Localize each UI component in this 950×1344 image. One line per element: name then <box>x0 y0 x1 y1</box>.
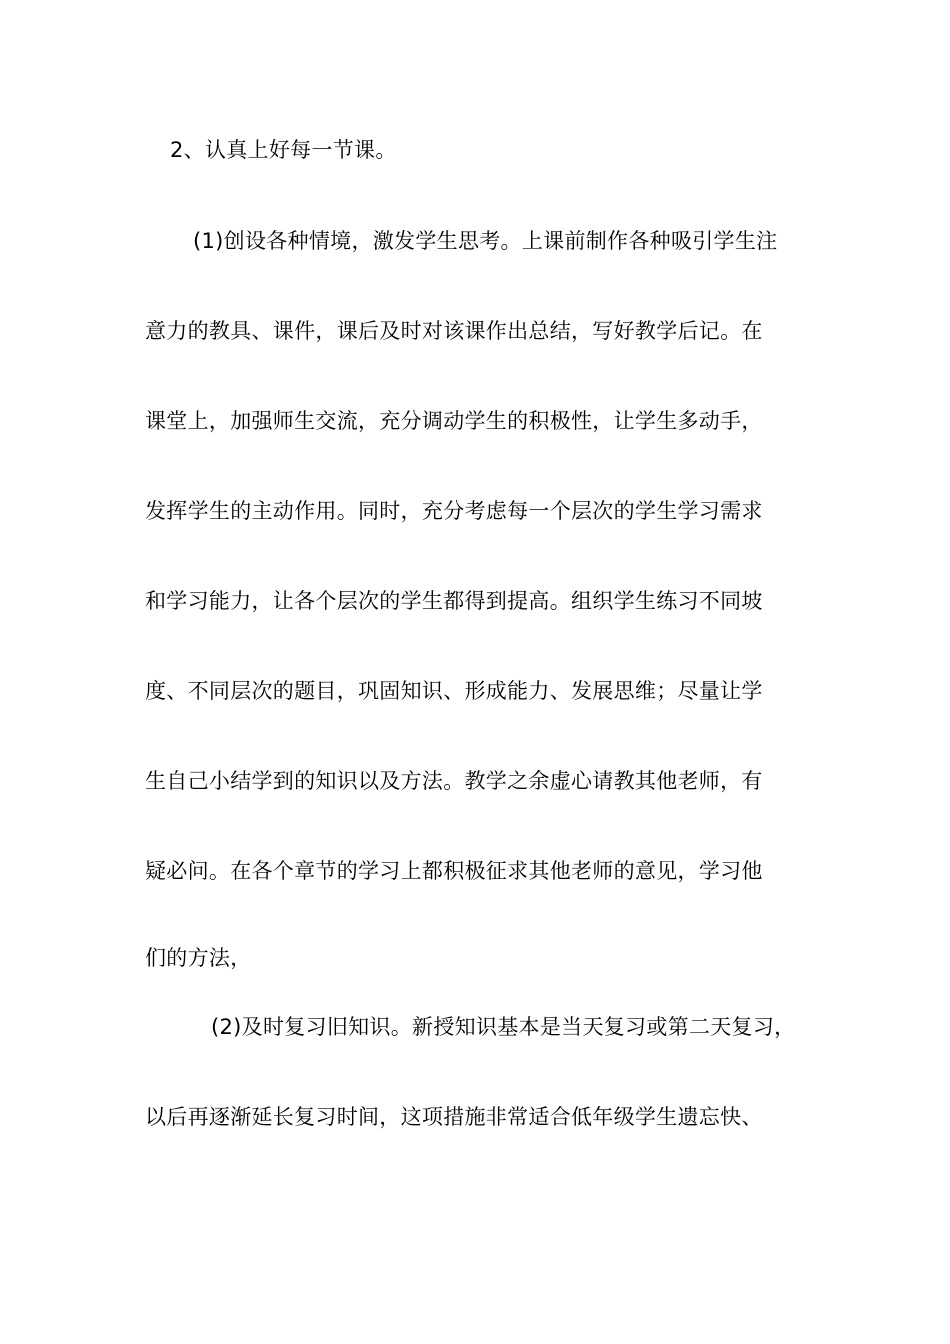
paragraph-1-line-5: 和学习能力，让各个层次的学生都得到提高。组织学生练习不同坡 <box>145 589 763 613</box>
paragraph-1-line-7: 生自己小结学到的知识以及方法。教学之余虚心请教其他老师，有 <box>145 769 763 793</box>
paragraph-1-line-6: 度、不同层次的题目，巩固知识、形成能力、发展思维；尽量让学 <box>145 679 763 703</box>
paragraph-1-line-1: (1)创设各种情境，激发学生思考。上课前制作各种吸引学生注 <box>193 229 778 253</box>
paragraph-2-line-1: (2)及时复习旧知识。新授知识基本是当天复习或第二天复习， <box>211 1015 796 1039</box>
paragraph-1-line-3: 课堂上，加强师生交流，充分调动学生的积极性，让学生多动手， <box>145 409 763 433</box>
paragraph-1-line-9: 们的方法， <box>145 946 252 970</box>
paragraph-2-line-2: 以后再逐渐延长复习时间，这项措施非常适合低年级学生遗忘快、 <box>145 1105 763 1129</box>
paragraph-1-line-8: 疑必问。在各个章节的学习上都积极征求其他老师的意见，学习他 <box>145 859 763 883</box>
paragraph-1-line-2: 意力的教具、课件，课后及时对该课作出总结，写好教学后记。在 <box>145 319 763 343</box>
paragraph-1-line-4: 发挥学生的主动作用。同时，充分考虑每一个层次的学生学习需求 <box>145 499 763 523</box>
section-heading: 2、认真上好每一节课。 <box>170 138 397 162</box>
